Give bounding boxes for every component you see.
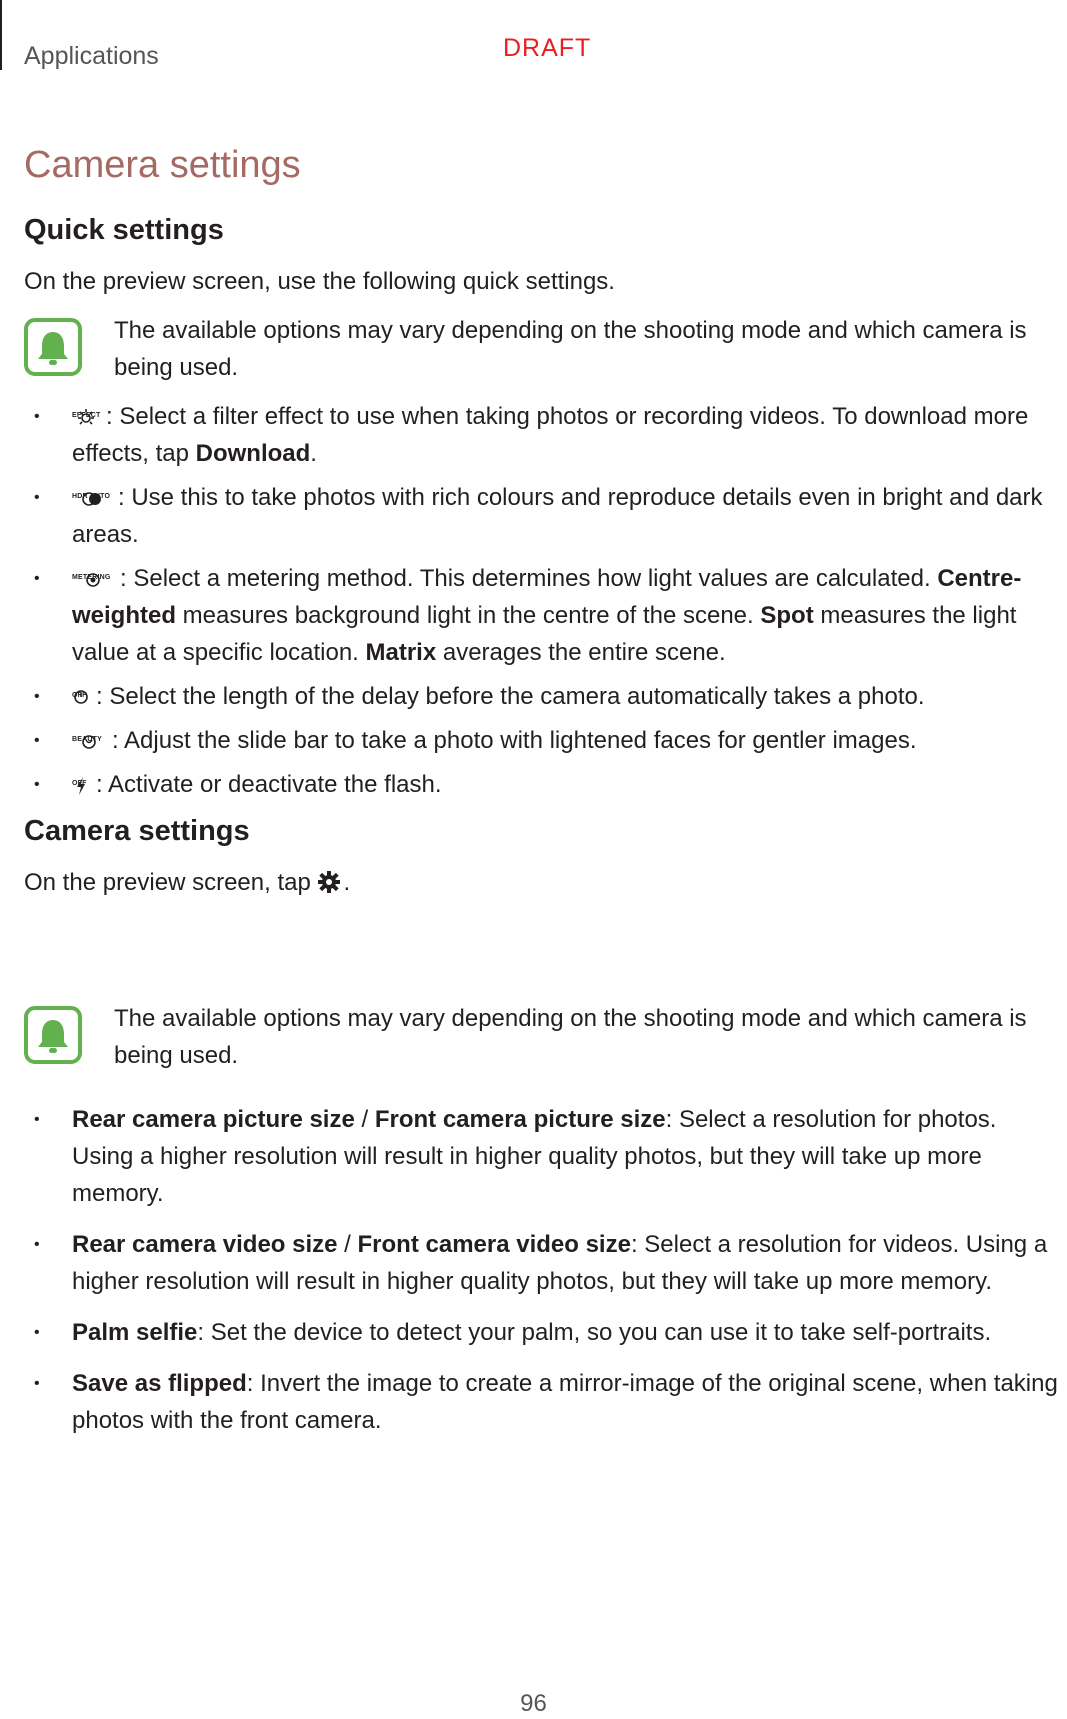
list-item [24,1226,1064,1300]
flash-icon-caption: OFF [72,780,87,787]
bullet-dot: • [34,408,40,425]
page-number: 96 [520,1690,547,1717]
list-item [24,1101,1064,1212]
front-picture-size-keyword: Front camera picture size [374,1106,666,1133]
beauty-item-text: : Adjust the slide bar to take a photo with lightened faces for gentler images. [112,727,917,754]
list-item [24,560,1064,671]
flash-icon [72,772,90,800]
metering-item-text-2: measures background light in the centre of the scene. [176,602,761,629]
separator: / [354,1106,375,1133]
bullet-dot: • [34,489,40,506]
timer-icon [72,684,90,712]
intro-suffix: . [343,869,351,896]
effect-item-tail: . [310,440,317,467]
note-text: The available options may vary depending on the shooting mode and which camera is being used. [114,317,1027,381]
list-item [24,678,1064,715]
metering-item-text-4: averages the entire scene. [436,639,726,666]
front-video-size-keyword: Front camera video size [357,1231,631,1258]
timer-item-text: : Select the length of the delay before the camera automatically takes a photo. [96,683,925,710]
camera-settings-heading: Camera settings [24,815,250,847]
list-item [24,1314,1064,1351]
note-bell-icon [24,318,82,376]
hdr-icon-caption: HDR AUTO [72,493,111,500]
note-bell-icon [24,1006,82,1064]
gear-icon [317,868,341,892]
list-item [24,766,1064,803]
flash-item-text: : Activate or deactivate the flash. [96,771,442,798]
video-size-text: : Select a resolution for videos. Using a higher resolution will result in higher quality photos, but they will take up more memory. [72,1231,1048,1295]
page-title: Camera settings [24,144,301,186]
hdr-item-text: : Use this to take photos with rich colours and reproduce details even in bright and dark areas. [72,484,1043,548]
bullet-dot: • [34,1111,40,1128]
save-as-flipped-text: : Invert the image to create a mirror-image of the original scene, when taking photos with the front camera. [72,1370,1058,1434]
rear-picture-size-keyword: Rear camera picture size [72,1106,355,1133]
palm-selfie-keyword: Palm selfie [72,1319,198,1346]
rear-video-size-keyword: Rear camera video size [72,1231,338,1258]
bullet-dot: • [34,570,40,587]
bullet-dot: • [34,688,40,705]
bullet-dot: • [34,1236,40,1253]
beauty-icon-caption: BEAUTY [72,736,102,743]
list-item [24,479,1064,553]
effect-icon-caption: EFFECT [72,412,101,419]
camera-settings-list [24,1101,1064,1446]
bullet-dot: • [34,776,40,793]
quick-settings-list [24,398,1064,810]
effect-item-text: : Select a filter effect to use when taking photos or recording videos. To download more effects, tap [72,403,1029,467]
bullet-dot: • [34,1375,40,1392]
effect-icon [72,404,100,432]
centre-weighted-keyword: Centre-weighted [72,565,1022,629]
running-head: Applications [24,42,159,70]
draft-watermark: DRAFT [503,34,592,62]
metering-item-text-3: measures the light value at a specific location. [72,602,1017,666]
bullet-dot: • [34,1324,40,1341]
metering-item-text: : Select a metering method. This determines how light values are calculated. [120,565,938,592]
list-item [24,722,1064,759]
list-item [24,1365,1064,1439]
intro-prefix: On the preview screen, tap [24,869,318,896]
hdr-icon [72,485,112,513]
note-text: The available options may vary depending on the shooting mode and which camera is being used. [114,1005,1027,1069]
timer-icon-caption: OFF [72,692,87,699]
quick-settings-intro: On the preview screen, use the following quick settings. [24,268,615,295]
metering-icon [72,566,114,594]
palm-selfie-text: : Set the device to detect your palm, so you can use it to take self-portraits. [197,1319,992,1346]
separator: / [337,1231,358,1258]
bullet-dot: • [34,732,40,749]
camera-settings-intro [24,864,350,901]
corner-crop-line [0,0,2,70]
list-item [24,398,1064,472]
beauty-icon [72,728,106,756]
save-as-flipped-keyword: Save as flipped [72,1370,247,1397]
spot-keyword: Spot [760,602,814,629]
quick-settings-heading: Quick settings [24,214,224,246]
picture-size-text: : Select a resolution for photos. Using a higher resolution will result in higher quality photos, but they will take up more memory. [72,1106,997,1207]
metering-icon-caption: METERING [72,574,111,581]
download-keyword: Download [195,440,311,467]
matrix-keyword: Matrix [365,639,437,666]
